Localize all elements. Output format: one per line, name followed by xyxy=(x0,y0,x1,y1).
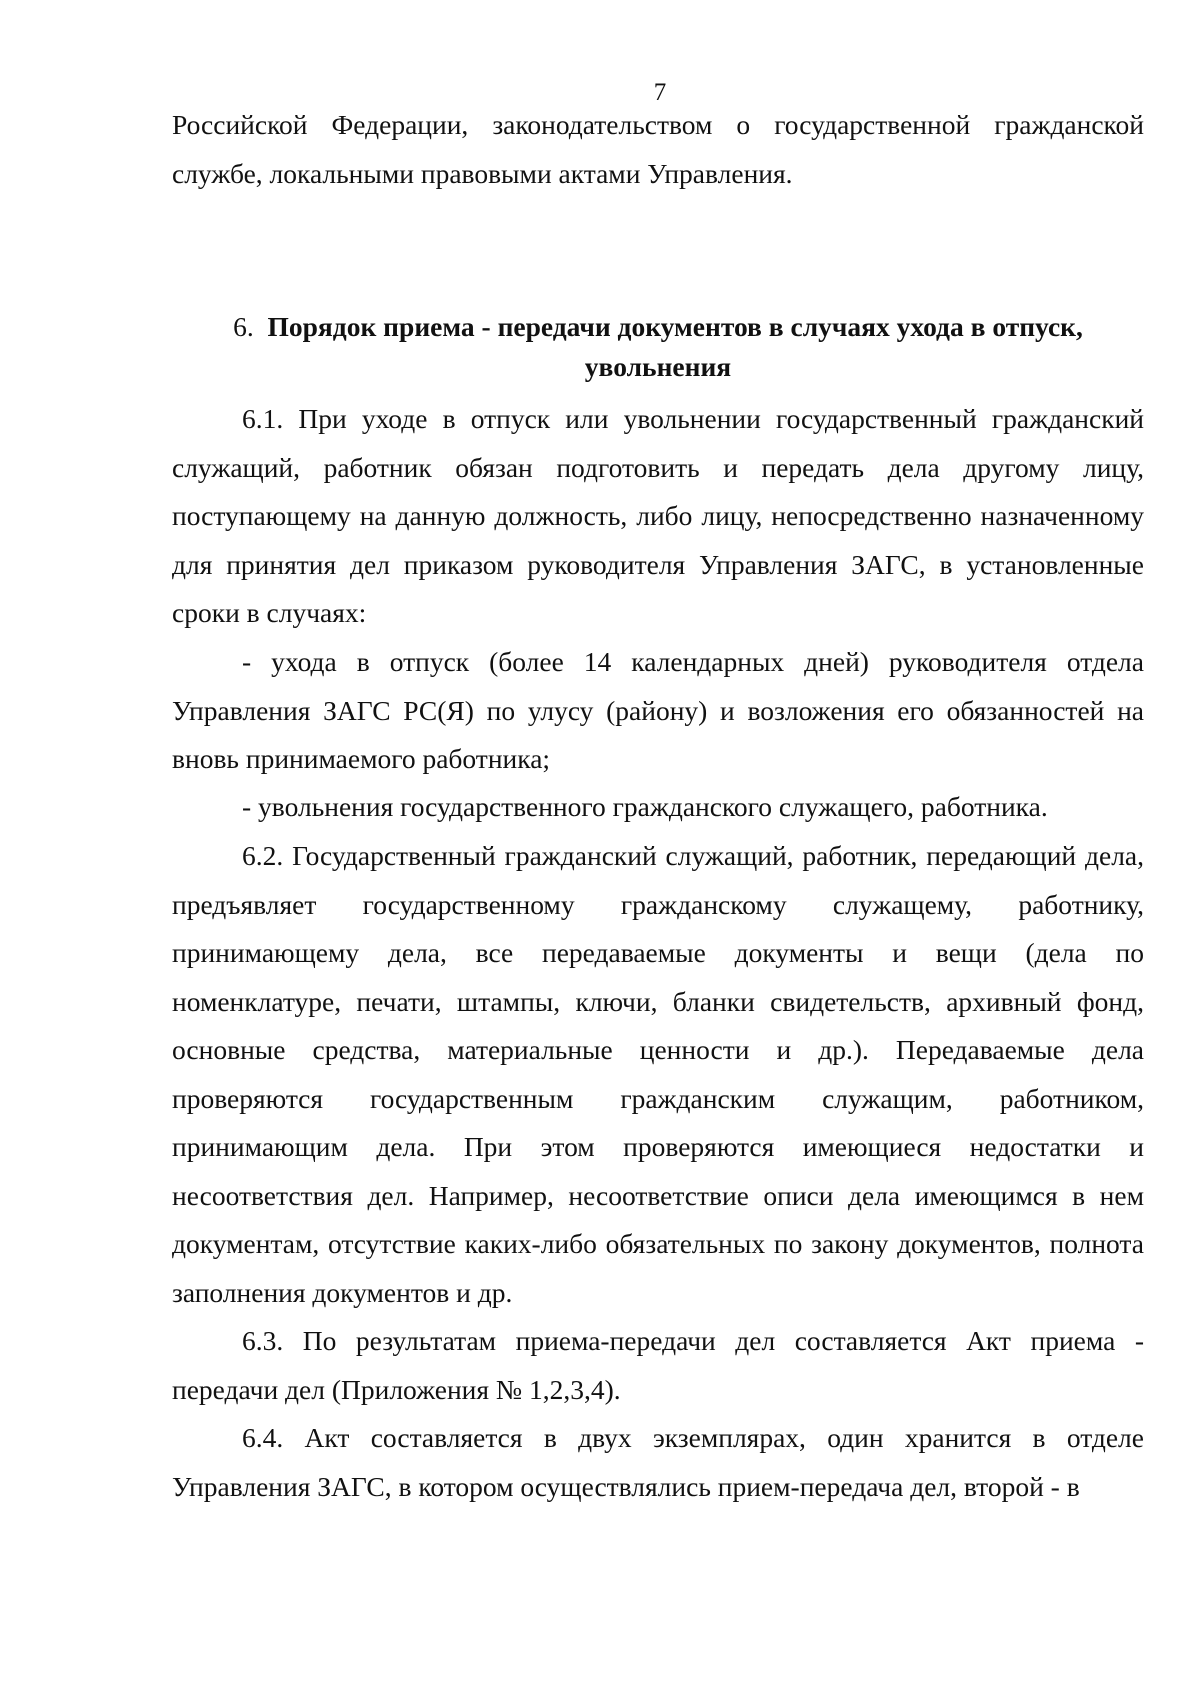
list-item-vacation: - ухода в отпуск (более 14 календарных дней) руководителя отдела Управления ЗАГС РС(Я) по улусу (району) и возложения его обязанностей на вновь принимаемого работника; xyxy=(172,646,1144,774)
section-title: Порядок приема - передачи документов в случаях ухода в отпуск, увольнения xyxy=(267,311,1083,382)
paragraph-6-3: 6.3. По результатам приема-передачи дел составляется Акт приема - передачи дел (Приложения № 1,2,3,4). xyxy=(172,1325,1144,1405)
section-heading xyxy=(172,307,1144,387)
list-item-dismissal: - увольнения государственного гражданского служащего, работника. xyxy=(242,791,1048,822)
intro-paragraph: Российской Федерации, законодательством о государственной гражданской службе, локальными правовыми актами Управления. xyxy=(172,109,1144,189)
section-number: 6. xyxy=(233,311,254,342)
paragraph-6-4: 6.4. Акт составляется в двух экземплярах, один хранится в отделе Управления ЗАГС, в котором осуществлялись прием-передача дел, второй - в xyxy=(172,1422,1144,1502)
paragraph-6-2: 6.2. Государственный гражданский служащий, работник, передающий дела, предъявляет государственному гражданскому служащему, работнику, принимающему дела, все передаваемые документы и вещи (дела по номенклатуре, печати, штампы, ключи, бланки свидетельств, архивный фонд, основные средства, материальные ценности и др.). Передаваемые дела проверяются государственным гражданским служащим, работником, принимающим дела. При этом проверяются имеющиеся недостатки и несоответствия дел. Например, несоответствие описи дела имеющимся в нем документам, отсутствие каких-либо обязательных по закону документов, полнота заполнения документов и др. xyxy=(172,840,1144,1308)
page-number: 7 xyxy=(653,79,667,106)
paragraph-6-1: 6.1. При уходе в отпуск или увольнении государственный гражданский служащий, работник обязан подготовить и передать дела другому лицу, поступающему на данную должность, либо лицу, непосредственно назначенному для принятия дел приказом руководителя Управления ЗАГС, в установленные сроки в случаях: xyxy=(172,403,1144,628)
